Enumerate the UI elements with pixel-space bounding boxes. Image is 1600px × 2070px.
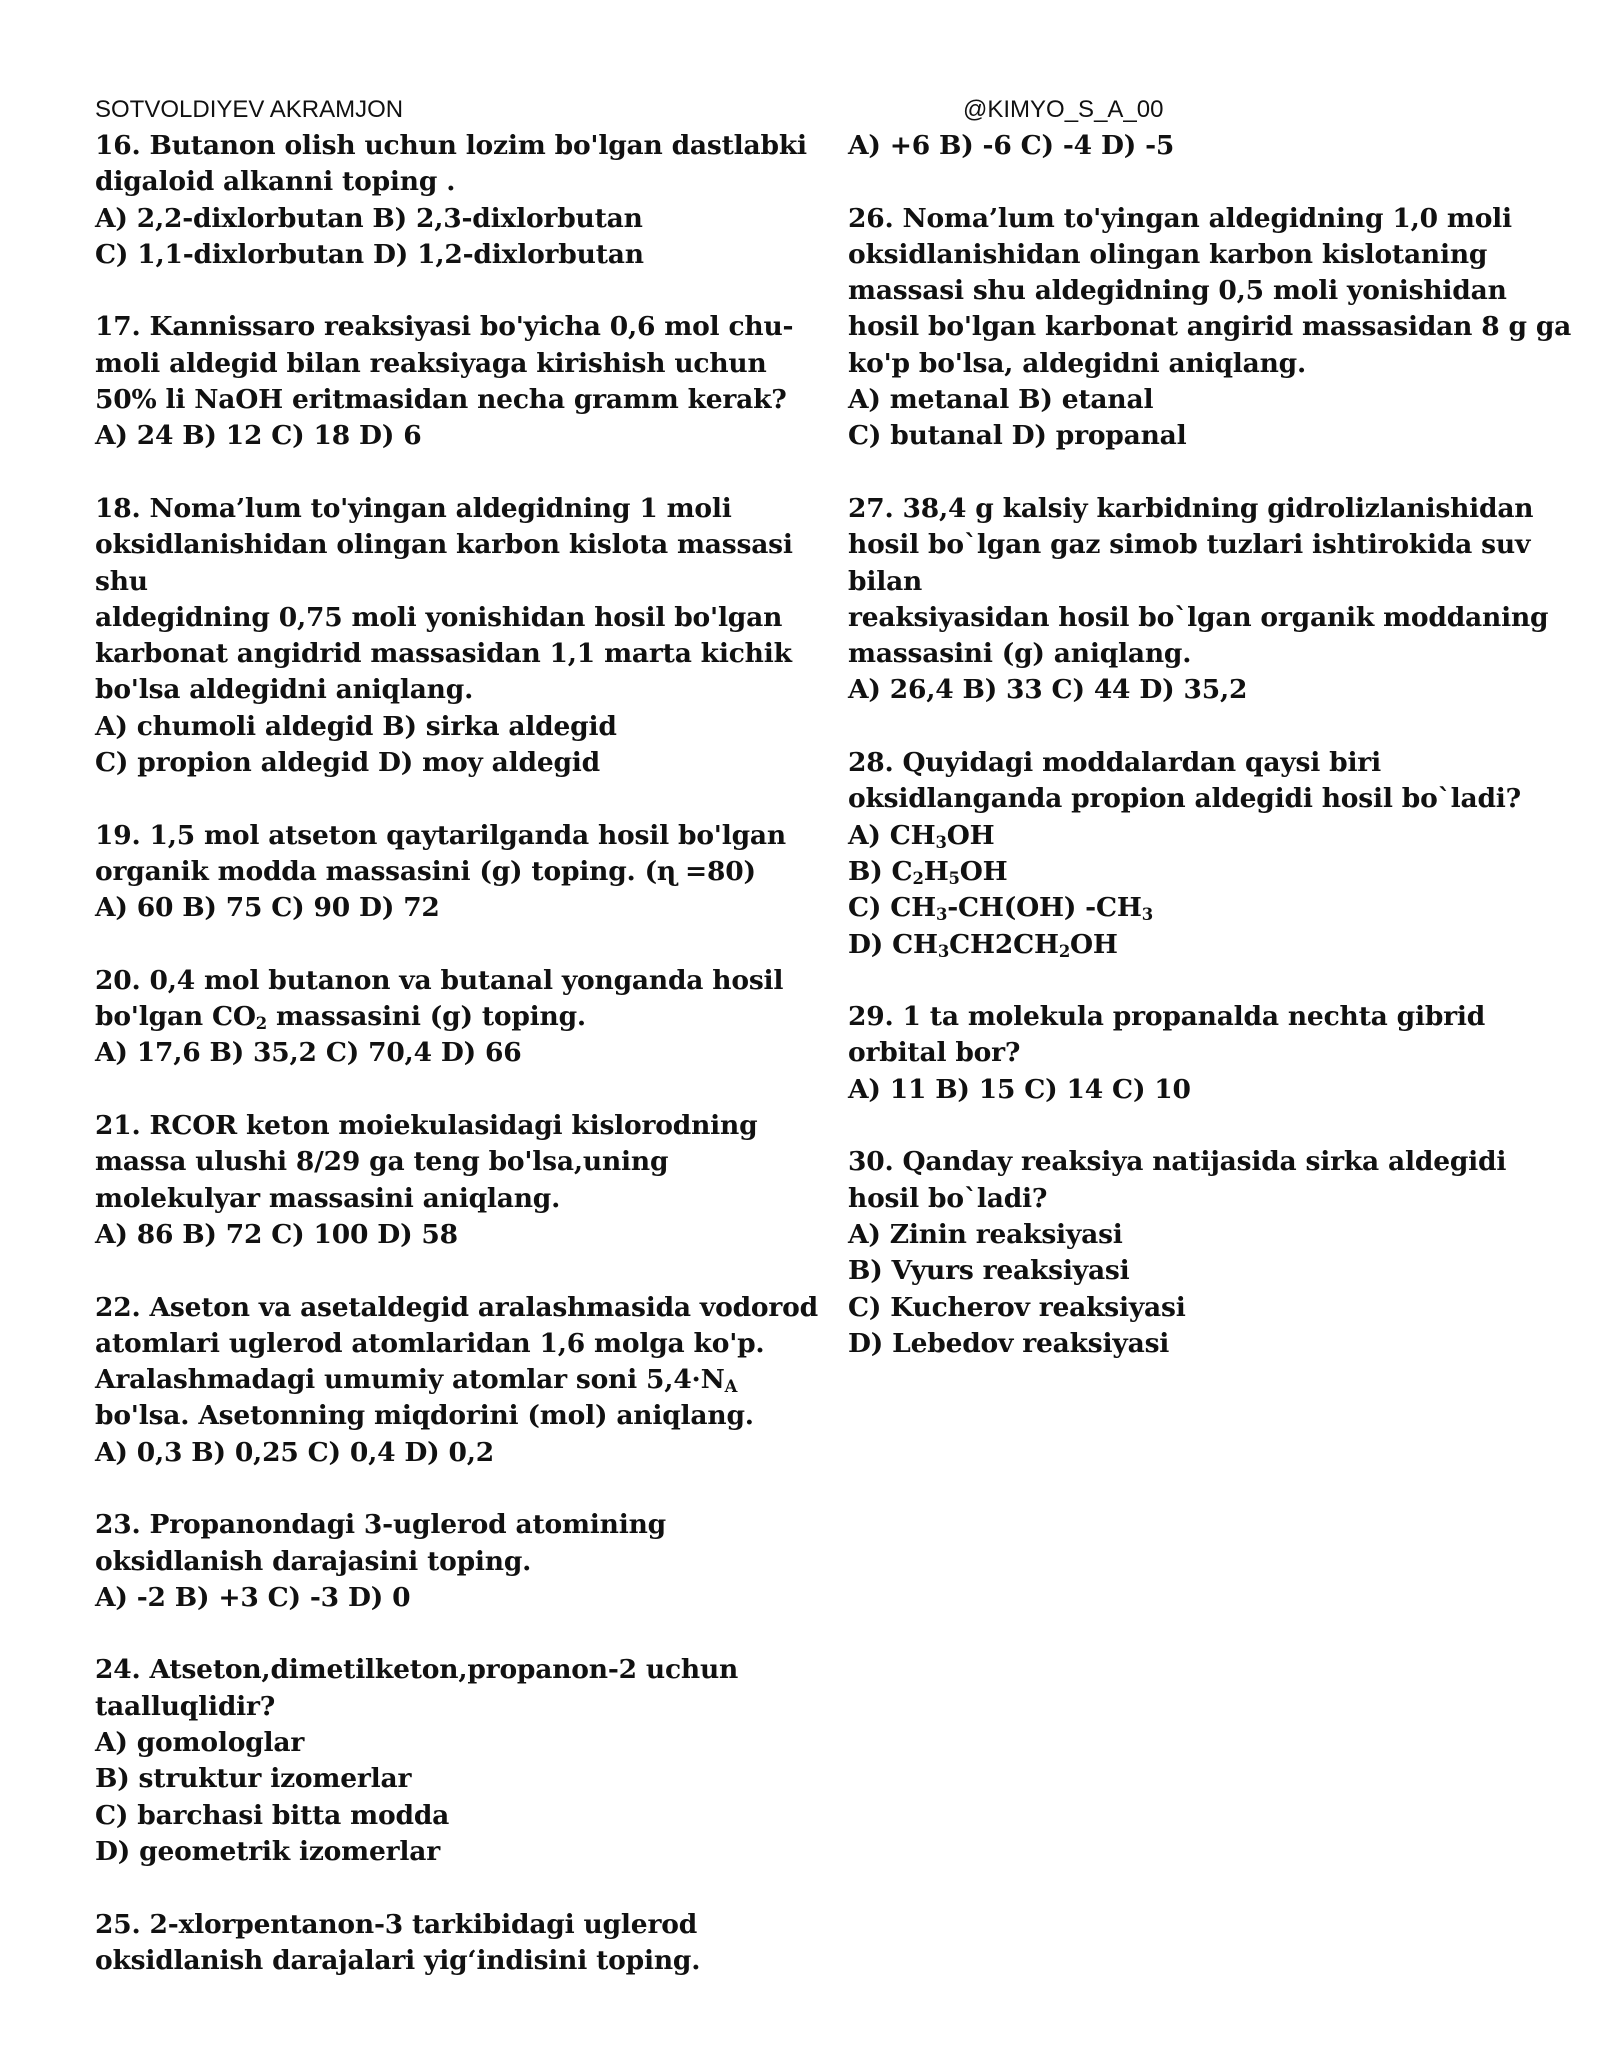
question-line: massasini (g) aniqlang.	[848, 638, 1192, 670]
question-line: massa ulushi 8/29 ga teng bo'lsa,uning	[95, 1146, 669, 1178]
question-gap	[848, 709, 1548, 745]
question-line: A) 2,2-dixlorbutan B) 2,3-dixlorbutan	[95, 202, 643, 234]
question-q27	[848, 491, 1548, 709]
question-q16	[95, 128, 807, 273]
question-q26	[848, 201, 1572, 455]
question-line: taalluqlidir?	[95, 1690, 276, 1722]
text-segment: OH	[1070, 928, 1118, 960]
question-line: massasi shu aldegidning 0,5 moli yonishidan	[848, 275, 1507, 307]
question-line: 19. 1,5 mol atseton qaytarilganda hosil bo'lgan	[95, 819, 786, 851]
subscript: 3	[936, 905, 948, 925]
question-line: aldegidning 0,75 moli yonishidan hosil bo'lgan	[95, 601, 783, 633]
text-segment: B) C	[848, 855, 913, 887]
question-q21	[95, 1108, 785, 1253]
question-q29	[848, 999, 1548, 1108]
question-line: oksidlanish darajasini toping.	[95, 1545, 532, 1577]
question-line: A) -2 B) +3 C) -3 D) 0	[95, 1581, 411, 1613]
question-line: 26. Noma’lum to'yingan aldegidning 1,0 moli	[848, 202, 1512, 234]
question-line: A) Zinin reaksiyasi	[848, 1218, 1123, 1250]
question-line: oksidlanishidan olingan karbon kislotaning	[848, 238, 1488, 270]
question-gap	[848, 455, 1548, 491]
channel-handle: @KIMYO_S_A_00	[963, 96, 1164, 123]
question-line: 20. 0,4 mol butanon va butanal yonganda hosil	[95, 964, 784, 996]
question-line: organik modda massasini (g) toping. (ɳ =80)	[95, 855, 756, 887]
question-line: A) 17,6 B) 35,2 C) 70,4 D) 66	[95, 1037, 522, 1069]
subscript: 5	[948, 869, 960, 889]
text-segment: OH	[959, 855, 1008, 887]
question-line: atomlari uglerod atomlaridan 1,6 molga ko'p.	[95, 1327, 765, 1359]
text-segment: H	[923, 855, 949, 887]
question-line	[95, 999, 785, 1035]
question-line: 30. Qanday reaksiya natijasida sirka aldegidi	[848, 1146, 1507, 1178]
question-q23	[95, 1507, 785, 1616]
question-line: 50% li NaOH eritmasidan necha gramm kerak?	[95, 384, 787, 416]
right-column	[848, 128, 1572, 1362]
question-gap	[95, 1616, 785, 1652]
question-q24	[95, 1652, 785, 1870]
question-line: 18. Noma’lum to'yingan aldegidning 1 moli	[95, 492, 732, 524]
question-q28	[848, 745, 1548, 963]
question-line: 16. Butanon olish uchun lozim bo'lgan dastlabki	[95, 130, 807, 161]
question-line: B) struktur izomerlar	[95, 1763, 412, 1795]
text-segment: -CH(OH) -CH	[947, 892, 1142, 924]
question-line: ko'p bo'lsa, aldegidni aniqlang.	[848, 347, 1307, 379]
question-gap	[848, 164, 1548, 200]
question-gap	[848, 963, 1548, 999]
question-line: C) propion aldegid D) moy aldegid	[95, 747, 601, 779]
question-line: molekulyar massasini aniqlang.	[95, 1182, 561, 1214]
question-q30	[848, 1144, 1548, 1362]
text-segment: massasini (g) toping.	[267, 1001, 586, 1033]
question-line: D) Lebedov reaksiyasi	[848, 1327, 1170, 1359]
page-header	[0, 96, 1600, 126]
question-line: reaksiyasidan hosil bo`lgan organik moddaning	[848, 601, 1549, 633]
question-line: bo'lsa aldegidni aniqlang.	[95, 674, 474, 706]
question-line: A) 0,3 B) 0,25 C) 0,4 D) 0,2	[95, 1436, 495, 1468]
question-q19	[95, 818, 785, 927]
question-line: A) chumoli aldegid B) sirka aldegid	[95, 710, 617, 742]
question-line: shu	[95, 565, 148, 597]
author-name: SOTVOLDIYEV AKRAMJON	[95, 96, 404, 123]
question-gap	[95, 455, 785, 491]
question-line: A) 11 B) 15 C) 14 C) 10	[848, 1073, 1191, 1105]
question-line: C) Kucherov reaksiyasi	[848, 1291, 1186, 1323]
text-segment: D) CH	[848, 928, 938, 960]
question-line: hosil bo`ladi?	[848, 1182, 1048, 1214]
question-line: C) butanal D) propanal	[848, 420, 1187, 452]
question-line: A) 24 B) 12 C) 18 D) 6	[95, 420, 422, 452]
subscript: 3	[935, 832, 947, 852]
question-line: hosil bo'lgan karbonat angirid massasidan 8 g ga	[848, 311, 1572, 343]
question-gap	[95, 781, 785, 817]
question-line: digaloid alkanni toping .	[95, 166, 456, 198]
subscript: 3	[1141, 905, 1153, 925]
question-gap	[95, 1253, 785, 1289]
subscript: 2	[912, 869, 924, 889]
question-line	[848, 854, 1548, 890]
question-line: oksidlanishidan olingan karbon kislota massasi	[95, 529, 793, 561]
question-line: 28. Quyidagi moddalardan qaysi biri	[848, 747, 1381, 779]
question-line: C) barchasi bitta modda	[95, 1799, 450, 1831]
question-line	[95, 1362, 785, 1398]
question-line: bilan	[848, 565, 923, 597]
question-line: orbital bor?	[848, 1037, 1021, 1069]
question-line: 29. 1 ta molekula propanalda nechta gibrid	[848, 1001, 1486, 1033]
question-line: 27. 38,4 g kalsiy karbidning gidrolizlanishidan	[848, 492, 1534, 524]
question-gap	[95, 927, 785, 963]
question-line: 23. Propanondagi 3-uglerod atomining	[95, 1509, 666, 1541]
question-line: A) metanal B) etanal	[848, 384, 1154, 416]
question-line: bo'lsa. Asetonning miqdorini (mol) aniqlang.	[95, 1400, 754, 1432]
subscript: A	[724, 1377, 738, 1397]
question-line: 17. Kannissaro reaksiyasi bo'yicha 0,6 mol chu-	[95, 311, 794, 343]
subscript: 2	[1058, 941, 1071, 961]
question-line: B) Vyurs reaksiyasi	[848, 1255, 1130, 1287]
text-segment: A) CH	[848, 819, 936, 851]
question-q20	[95, 963, 785, 1072]
question-line: oksidlanganda propion aldegidi hosil bo`ladi?	[848, 783, 1521, 815]
question-line: moli aldegid bilan reaksiyaga kirishish uchun	[95, 347, 767, 379]
question-line	[848, 818, 1548, 854]
question-line: A) 60 B) 75 C) 90 D) 72	[95, 892, 440, 924]
question-gap	[848, 1108, 1548, 1144]
question-gap	[95, 1072, 785, 1108]
question-line: A) gomologlar	[95, 1727, 305, 1759]
subscript: 3	[937, 941, 950, 961]
question-line: hosil bo`lgan gaz simob tuzlari ishtirokida suv	[848, 529, 1531, 561]
question-line: A) 26,4 B) 33 C) 44 D) 35,2	[848, 674, 1248, 706]
question-line: A) 86 B) 72 C) 100 D) 58	[95, 1218, 458, 1250]
question-line: 25. 2-xlorpentanon-3 tarkibidagi uglerod	[95, 1908, 698, 1940]
question-q25	[95, 1907, 785, 1980]
question-line: oksidlanish darajalari yig‘indisini toping.	[95, 1944, 701, 1976]
subscript: 2	[255, 1014, 267, 1034]
question-gap	[95, 1471, 785, 1507]
question-line: C) 1,1-dixlorbutan D) 1,2-dixlorbutan	[95, 238, 644, 270]
question-gap	[95, 273, 785, 309]
question-line: 24. Atseton,dimetilketon,propanon-2 uchun	[95, 1654, 739, 1686]
question-line: A) +6 B) -6 C) -4 D) -5	[848, 130, 1175, 161]
text-segment: OH	[946, 819, 995, 851]
text-segment: bo'lgan CO	[95, 1001, 256, 1033]
left-column	[95, 128, 818, 1979]
text-segment: C) CH	[848, 892, 936, 924]
question-line: 22. Aseton va asetaldegid aralashmasida vodorod	[95, 1291, 818, 1323]
text-segment: CH2CH	[949, 928, 1059, 960]
question-line	[848, 927, 1548, 963]
question-gap	[95, 1870, 785, 1906]
question-line: 21. RCOR keton moiekulasidagi kislorodning	[95, 1110, 758, 1142]
question-q22	[95, 1290, 818, 1471]
question-q18	[95, 491, 793, 781]
question-q25-answers	[848, 128, 1548, 164]
question-line	[848, 890, 1548, 926]
question-line: karbonat angidrid massasidan 1,1 marta kichik	[95, 638, 792, 670]
question-line: D) geometrik izomerlar	[95, 1835, 441, 1867]
text-segment: Aralashmadagi umumiy atomlar soni 5,4·N	[95, 1364, 725, 1396]
question-q17	[95, 309, 794, 454]
